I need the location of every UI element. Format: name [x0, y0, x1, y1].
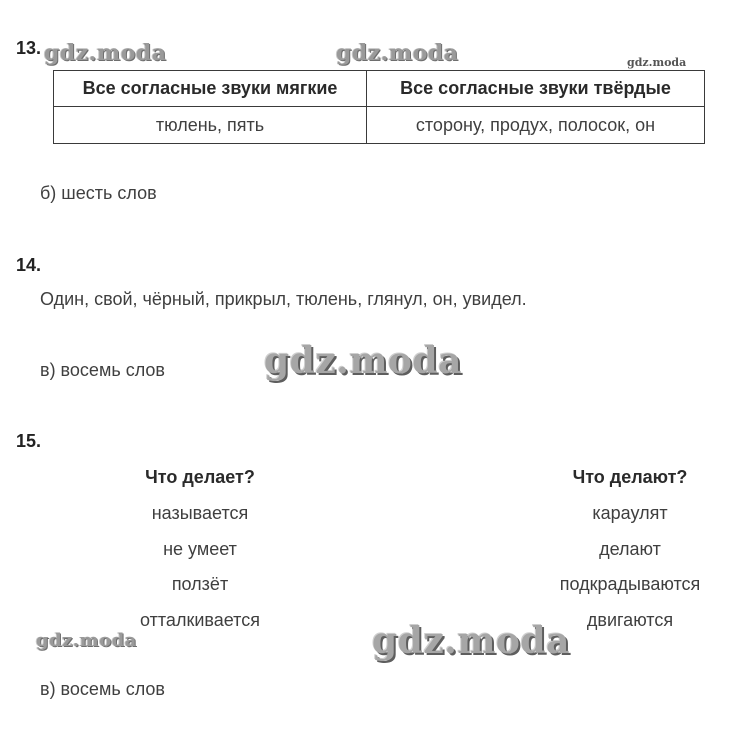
- task-13-answer: б) шесть слов: [40, 183, 157, 203]
- task-14-number: 14.: [16, 255, 42, 275]
- watermark-logo: gdz.moda: [336, 40, 459, 66]
- verbs-singular-column: [110, 465, 290, 643]
- table-header-hard: Все согласные звуки твёрдые: [367, 71, 705, 107]
- sound-table: [53, 70, 705, 144]
- list-item: подкрадываются: [559, 574, 701, 594]
- verbs-plural-column: [540, 465, 720, 643]
- column-header-plural: Что делают?: [572, 467, 688, 487]
- watermark-logo: gdz.moda: [44, 40, 167, 66]
- table-header-row: [54, 71, 705, 107]
- task-15-answer: в) восемь слов: [40, 679, 165, 699]
- task-13-number: 13.: [16, 38, 42, 58]
- watermark-logo: gdz.moda: [627, 56, 687, 69]
- column-header-singular: Что делает?: [145, 467, 255, 487]
- table-cell-hard: сторону, продух, полосок, он: [367, 107, 705, 144]
- list-item: делают: [599, 538, 661, 559]
- list-item: называется: [151, 503, 249, 523]
- list-item: отталкивается: [140, 609, 260, 630]
- list-item: не умеет: [163, 538, 237, 559]
- watermark-logo: gdz.moda: [264, 340, 462, 382]
- task-14-answer: в) восемь слов: [40, 360, 165, 380]
- watermark-logo: gdz.moda: [372, 620, 570, 662]
- table-cell-soft: тюлень, пять: [54, 107, 367, 144]
- list-item: караулят: [592, 503, 668, 523]
- watermark-logo: gdz.moda: [36, 630, 137, 651]
- list-item: двигаются: [586, 609, 674, 630]
- table-row: [54, 107, 705, 144]
- task-14-sentence: Один, свой, чёрный, прикрыл, тюлень, глянул, он, увидел.: [40, 289, 527, 309]
- table-header-soft: Все согласные звуки мягкие: [54, 71, 367, 107]
- list-item: ползёт: [171, 574, 229, 594]
- task-15-number: 15.: [16, 431, 42, 451]
